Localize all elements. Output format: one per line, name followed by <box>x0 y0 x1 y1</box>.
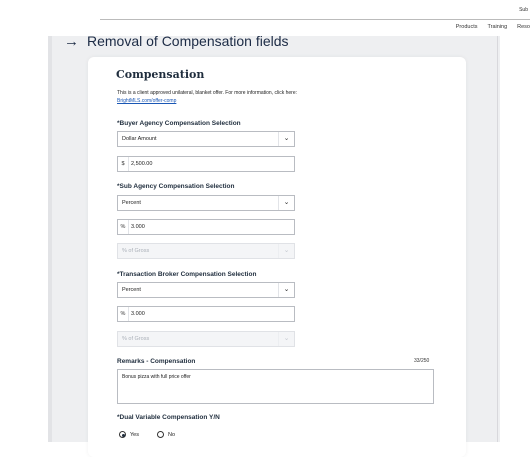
form-title: Compensation <box>116 68 205 81</box>
remarks-char-counter: 33/250 <box>414 358 430 364</box>
chevron-down-icon: ⌄ <box>278 196 294 210</box>
remarks-textarea[interactable]: Bonus pizza with full price offer <box>117 369 434 404</box>
radio-yes[interactable] <box>119 431 126 438</box>
sub-link[interactable]: Sub <box>519 7 528 13</box>
form-description <box>117 89 317 105</box>
buyer-agency-select[interactable] <box>117 131 295 147</box>
section-heading <box>64 30 289 52</box>
sub-agency-amount-value: 3.000 <box>131 224 145 230</box>
right-divider <box>497 36 498 442</box>
transaction-broker-basis-select <box>117 331 295 347</box>
sub-agency-basis-select <box>117 243 295 259</box>
transaction-broker-select[interactable] <box>117 282 295 298</box>
section-heading-text: Removal of Compensation fields <box>87 33 289 49</box>
nav-item-training[interactable]: Training <box>487 24 508 30</box>
buyer-agency-label: *Buyer Agency Compensation Selection <box>117 120 241 127</box>
transaction-broker-label: *Transaction Broker Compensation Selection <box>117 271 257 278</box>
transaction-broker-amount-value: 3.000 <box>131 311 145 317</box>
chevron-down-icon: ⌄ <box>278 132 294 146</box>
chevron-down-icon: ⌄ <box>278 244 294 258</box>
dollar-prefix: $ <box>118 157 129 171</box>
transaction-broker-basis-placeholder: % of Gross <box>122 336 150 342</box>
transaction-broker-select-value: Percent <box>122 287 141 293</box>
dual-variable-radio-group <box>119 431 175 438</box>
sub-agency-basis-placeholder: % of Gross <box>122 248 150 254</box>
main-nav <box>456 24 530 30</box>
transaction-broker-amount-input[interactable] <box>117 306 295 322</box>
sub-agency-select-value: Percent <box>122 200 141 206</box>
radio-yes-label: Yes <box>130 431 139 438</box>
percent-prefix: % <box>118 307 129 321</box>
content-panel-edge <box>48 36 52 442</box>
nav-item-products[interactable]: Products <box>455 24 478 30</box>
remarks-label: Remarks - Compensation <box>117 358 196 365</box>
dual-variable-label: *Dual Variable Compensation Y/N <box>117 414 220 421</box>
offer-comp-link[interactable]: BrightMLS.com/offer-comp <box>117 98 177 104</box>
sub-agency-select[interactable] <box>117 195 295 211</box>
chevron-down-icon: ⌄ <box>278 332 294 346</box>
nav-item-resources[interactable]: Reso <box>517 24 530 30</box>
buyer-agency-amount-value: 2,500.00 <box>131 161 153 167</box>
sub-agency-amount-input[interactable] <box>117 219 295 235</box>
arrow-right-icon: → <box>64 32 79 50</box>
radio-no-label: No <box>167 431 176 438</box>
radio-no[interactable] <box>157 431 164 438</box>
buyer-agency-select-value: Dollar Amount <box>122 136 157 142</box>
percent-prefix: % <box>118 220 129 234</box>
buyer-agency-amount-input[interactable] <box>117 156 295 172</box>
description-text: This is a client approved unilateral, blanket offer. For more information, click here: <box>117 90 297 96</box>
sub-agency-label: *Sub Agency Compensation Selection <box>117 183 235 190</box>
top-divider <box>100 19 530 20</box>
chevron-down-icon: ⌄ <box>278 283 294 297</box>
